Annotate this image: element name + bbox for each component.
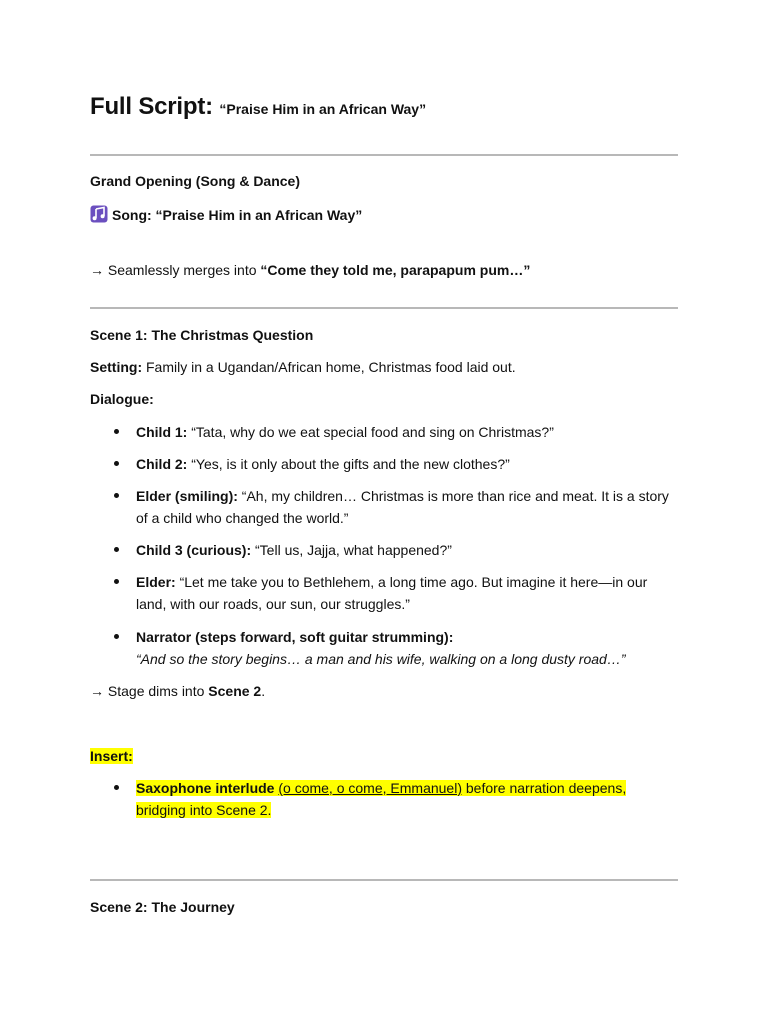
- title-subtitle: “Praise Him in an African Way”: [219, 101, 427, 117]
- setting-label: Setting:: [90, 359, 143, 375]
- title-main: Full Script:: [90, 93, 213, 120]
- narrator-text: “And so the story begins… a man and his wife, walking on a long dusty road…”: [136, 651, 626, 667]
- insert-song-link[interactable]: (o come, o come, Emmanuel): [278, 780, 462, 796]
- dialogue-line: [90, 626, 678, 670]
- insert-label: Insert:: [90, 748, 133, 764]
- song-title: “Praise Him in an African Way”: [155, 207, 363, 223]
- dialogue-line: [90, 571, 678, 615]
- music-notes-icon: [90, 205, 108, 223]
- transition-suffix: .: [261, 683, 266, 699]
- insert-item-rest-1: before narration deepens,: [461, 780, 627, 796]
- insert-label-line: [90, 745, 678, 767]
- setting-text: Family in a Ugandan/African home, Christmas food laid out.: [142, 359, 516, 375]
- scene1-heading: Scene 1: The Christmas Question: [90, 327, 314, 343]
- dialogue-speaker: Elder:: [136, 574, 176, 590]
- dialogue-line: [90, 485, 678, 529]
- opening-merge-line: [90, 259, 678, 281]
- document-title: [90, 93, 426, 121]
- insert-item-bold: Saxophone interlude: [136, 780, 275, 796]
- dialogue-speaker: Elder (smiling):: [136, 488, 238, 504]
- dialogue-label: Dialogue:: [90, 391, 154, 407]
- dialogue-text: “Ah, my children… Christmas is more than rice and meat. It is a story of a child who changed the world.”: [136, 488, 669, 526]
- merge-song: “Come they told me, parapapum pum…”: [260, 262, 531, 278]
- dialogue-text: “Tell us, Jajja, what happened?”: [251, 542, 452, 558]
- dialogue-text: “Yes, is it only about the gifts and the new clothes?”: [187, 456, 510, 472]
- divider-3: [90, 879, 678, 881]
- transition-target: Scene 2: [208, 683, 262, 699]
- divider-1: [90, 154, 678, 156]
- dialogue-speaker: Child 2:: [136, 456, 188, 472]
- divider-2: [90, 307, 678, 309]
- merge-prefix: → Seamlessly merges into: [90, 262, 261, 278]
- dialogue-text: “Tata, why do we eat special food and sing on Christmas?”: [187, 424, 554, 440]
- dialogue-speaker: Child 3 (curious):: [136, 542, 252, 558]
- dialogue-line: [90, 539, 678, 561]
- dialogue-line: [90, 453, 678, 475]
- song-label: Song:: [112, 207, 152, 223]
- scene1-setting: [90, 356, 678, 378]
- transition-prefix: → Stage dims into: [90, 683, 209, 699]
- insert-item: [90, 777, 678, 821]
- dialogue-text: “Let me take you to Bethlehem, a long time ago. But imagine it here—in our land, with our roads, our sun, our struggles.”: [136, 574, 648, 612]
- dialogue-speaker: Child 1:: [136, 424, 188, 440]
- dialogue-line: [90, 421, 678, 443]
- dialogue-speaker: Narrator (steps forward, soft guitar strumming):: [136, 629, 454, 645]
- scene2-heading: Scene 2: The Journey: [90, 899, 235, 915]
- opening-heading: Grand Opening (Song & Dance): [90, 173, 301, 189]
- opening-song-line: [90, 204, 678, 226]
- scene1-transition: [90, 680, 678, 702]
- insert-item-rest-2: bridging into Scene 2.: [136, 802, 272, 818]
